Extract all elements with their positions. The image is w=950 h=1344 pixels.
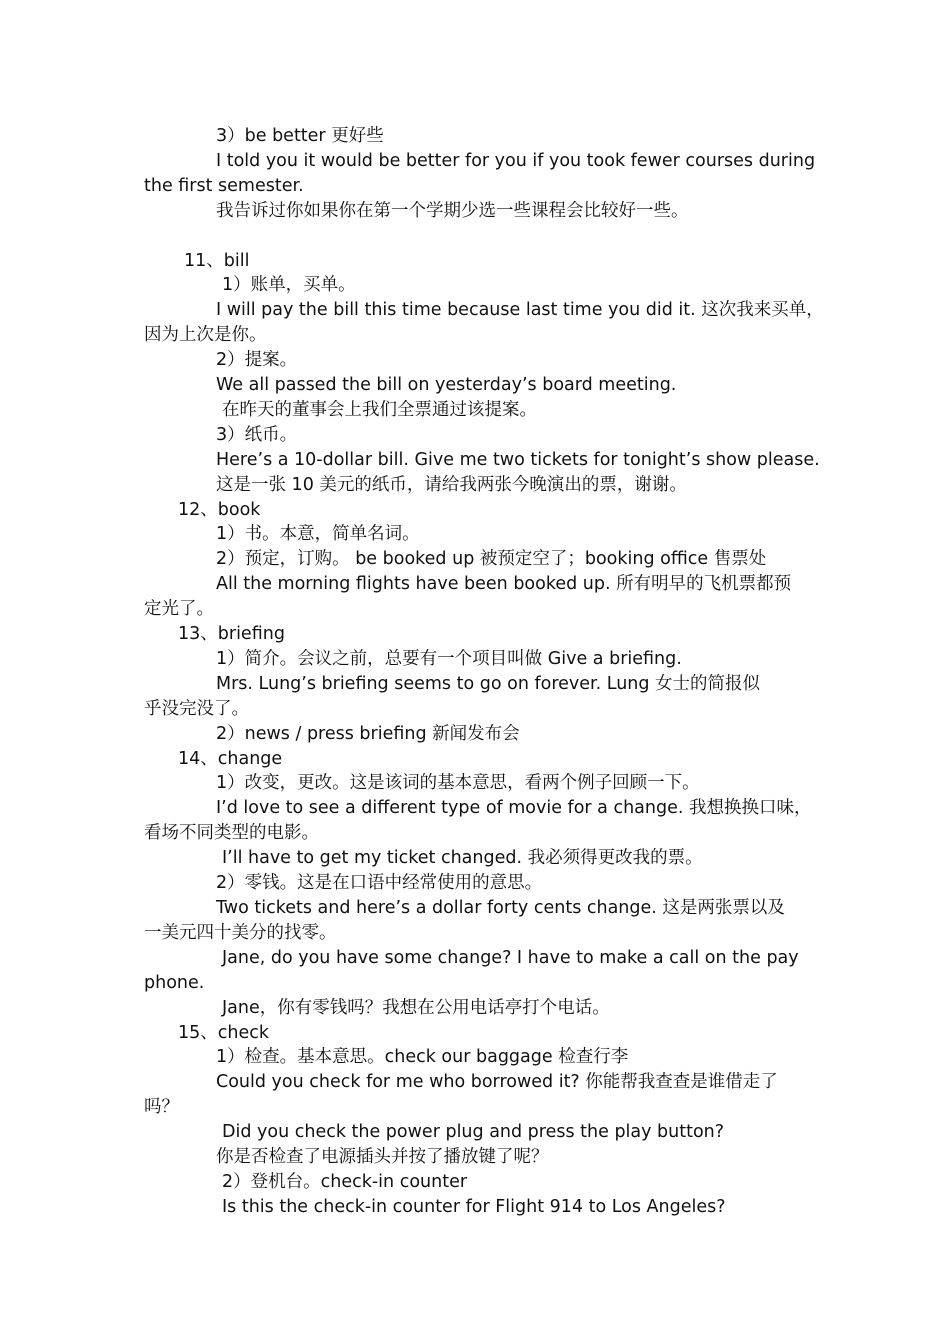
text-line: 定光了。: [144, 599, 214, 619]
text-line: I’d love to see a different type of movie for a change. 我想换换口味，: [216, 798, 812, 818]
text-line: Two tickets and here’s a dollar forty cents change. 这是两张票以及: [216, 898, 785, 918]
text-line: 吗？: [144, 1097, 179, 1117]
text-line: Jane, do you have some change? I have to make a call on the pay: [222, 948, 799, 968]
text-line: Is this the check-in counter for Flight 914 to Los Angeles?: [222, 1197, 726, 1217]
text-line: Could you check for me who borrowed it? 你能帮我查查是谁借走了: [216, 1072, 778, 1092]
section-heading-change: 14、change: [178, 749, 283, 769]
text-line: Did you check the power plug and press the play button?: [222, 1122, 725, 1142]
text-line: 2）预定，订购。 be booked up 被预定空了；booking office 售票处: [216, 549, 767, 569]
text-line: I will pay the bill this time because last time you did it. 这次我来买单，: [216, 300, 824, 320]
section-heading-check: 15、check: [178, 1023, 270, 1043]
section-heading-bill: 11、bill: [184, 251, 250, 271]
text-line: 因为上次是你。: [144, 325, 267, 345]
text-line: 1）账单，买单。: [222, 275, 356, 295]
text-line: 1）改变，更改。这是该词的基本意思，看两个例子回顾一下。: [216, 773, 700, 793]
text-line: 一美元四十美分的找零。: [144, 923, 337, 943]
text-line: We all passed the bill on yesterday’s board meeting.: [216, 375, 677, 395]
text-line: 我告诉过你如果你在第一个学期少选一些课程会比较好一些。: [216, 201, 689, 221]
text-line: Here’s a 10-dollar bill. Give me two tickets for tonight’s show please.: [216, 450, 820, 470]
section-heading-book: 12、book: [178, 500, 261, 520]
text-line: 3）纸币。: [216, 425, 298, 445]
text-line: Jane，你有零钱吗？我想在公用电话亭打个电话。: [222, 998, 610, 1018]
text-line: 乎没完没了。: [144, 699, 249, 719]
text-line: 1）书。本意，简单名词。: [216, 524, 420, 544]
text-line: I told you it would be better for you if you took fewer courses during: [216, 151, 816, 171]
text-line: 这是一张 10 美元的纸币，请给我两张今晚演出的票，谢谢。: [216, 475, 687, 495]
text-line: 2）news / press briefing 新闻发布会: [216, 724, 520, 744]
text-line: 2）提案。: [216, 350, 298, 370]
section-heading-briefing: 13、briefing: [178, 624, 285, 644]
text-line: 1）简介。会议之前，总要有一个项目叫做 Give a briefing.: [216, 649, 682, 669]
text-line: 2）登机台。check-in counter: [222, 1172, 468, 1192]
text-line: the first semester.: [144, 176, 304, 196]
text-line: 1）检查。基本意思。check our baggage 检查行李: [216, 1047, 629, 1067]
text-line: phone.: [144, 973, 205, 993]
text-line: 3）be better 更好些: [216, 126, 384, 146]
text-line: I’ll have to get my ticket changed. 我必须得更改我的票。: [222, 848, 703, 868]
text-line: 你是否检查了电源插头并按了播放键了呢？: [216, 1147, 549, 1167]
text-line: 2）零钱。这是在口语中经常使用的意思。: [216, 873, 543, 893]
text-line: Mrs. Lung’s briefing seems to go on forever. Lung 女士的简报似: [216, 674, 761, 694]
text-line: 看场不同类型的电影。: [144, 823, 319, 843]
text-line: All the morning flights have been booked up. 所有明早的飞机票都预: [216, 574, 792, 594]
text-line: 在昨天的董事会上我们全票通过该提案。: [222, 400, 537, 420]
